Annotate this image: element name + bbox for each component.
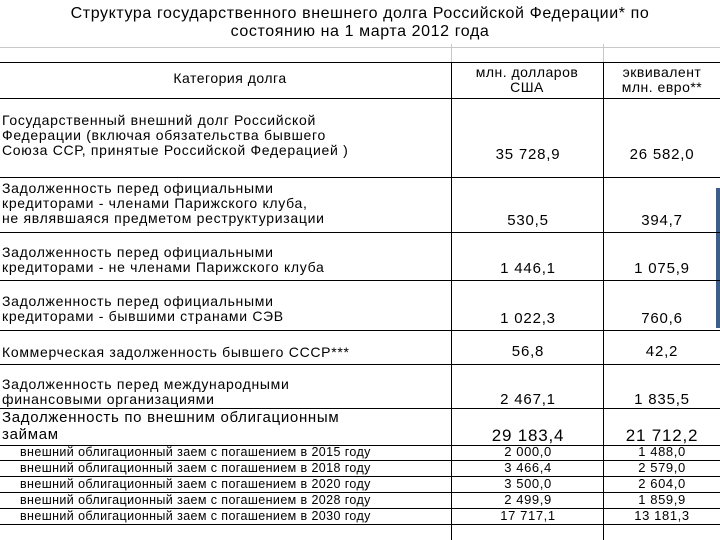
table-row-commercial: [2, 345, 452, 360]
row-label-line: кредиторами - не членами Парижского клуба: [2, 259, 325, 275]
grid-line: [603, 44, 604, 62]
row-value-usd: 530,5: [507, 212, 549, 229]
row-label-line: Задолженность перед официальными: [2, 244, 274, 260]
row-label-line: не являвшаяся предметом реструктуризации: [2, 210, 325, 226]
bond-row-label: внешний облигационный заем с погашением в 2015 году: [20, 445, 371, 459]
row-divider: [0, 177, 720, 178]
table-row-comecon: [2, 294, 452, 324]
row-value-eur: 26 582,0: [629, 146, 695, 163]
bond-value-eur: 2 579,0: [638, 460, 686, 475]
bond-row-label: внешний облигационный заем с погашением в 2030 году: [20, 509, 371, 523]
row-label-line: Задолженность по внешним облигационным: [2, 409, 340, 426]
row-value-eur: 394,7: [641, 212, 683, 229]
row-value-eur: 1 075,9: [634, 260, 690, 277]
header-usd-line-1: млн. долларов: [475, 64, 579, 80]
header-eur-line-2: млн. евро**: [621, 79, 703, 95]
table-title: [0, 5, 720, 41]
header-usd: [456, 65, 598, 95]
row-value-usd: 2 467,1: [500, 391, 556, 408]
row-divider: [0, 232, 720, 233]
header-eur-line-1: эквивалент: [622, 64, 702, 80]
row-value-usd: 1 446,1: [500, 260, 556, 277]
table-title-line-1: Структура государственного внешнего долга Российской Федерации* по: [70, 5, 650, 22]
row-label-line: кредиторами - членами Парижского клуба,: [2, 195, 308, 211]
bond-value-usd: 3 466,4: [504, 460, 552, 475]
row-label-line: займам: [2, 426, 59, 443]
table-row-bonds-total: [2, 409, 452, 443]
table-row-total: [2, 113, 452, 158]
table-title-line-2: состоянию на 1 марта 2012 года: [230, 23, 490, 40]
table-row-international-orgs: [2, 377, 452, 407]
bond-value-usd: 17 717,1: [500, 508, 556, 523]
table-top-border: [0, 62, 720, 63]
row-label-line: Задолженность перед международными: [2, 376, 290, 392]
row-divider: [0, 280, 720, 281]
row-label-line: финансовыми организациями: [2, 391, 215, 407]
row-value-eur: 21 712,2: [625, 426, 699, 445]
row-value-usd: 1 022,3: [500, 310, 556, 327]
bond-value-eur: 2 604,0: [638, 476, 686, 491]
row-divider: [0, 330, 720, 331]
row-label-line: Государственный внешний долг Российской: [2, 112, 317, 128]
row-value-eur: 760,6: [641, 310, 683, 327]
bond-row-label: внешний облигационный заем с погашением в 2018 году: [20, 461, 371, 475]
row-divider: [0, 524, 720, 525]
row-label-line: кредиторами - бывшими странами СЭВ: [2, 308, 284, 324]
bond-row-label: внешний облигационный заем с погашением в 2028 году: [20, 493, 371, 507]
bond-value-eur: 1 859,9: [638, 492, 686, 507]
bond-value-usd: 3 500,0: [504, 476, 552, 491]
bond-value-eur: 13 181,3: [634, 508, 690, 523]
grid-line: [451, 44, 452, 62]
table-row-non-paris-club: [2, 245, 452, 275]
row-label-line: Федерации (включая обязательства бывшего: [2, 127, 326, 143]
scroll-accent-bar: [716, 188, 720, 328]
bond-value-usd: 2 499,9: [504, 492, 552, 507]
header-eur: [606, 65, 718, 95]
row-divider: [0, 364, 720, 365]
row-value-usd: 56,8: [511, 343, 545, 360]
row-label-line: Коммерческая задолженность бывшего СССР***: [2, 344, 350, 360]
table-row-paris-club-members: [2, 181, 452, 226]
bond-value-usd: 2 000,0: [504, 444, 552, 459]
row-value-usd: 35 728,9: [495, 146, 561, 163]
header-bottom-border: [0, 98, 720, 99]
row-label-line: Задолженность перед официальными: [2, 293, 274, 309]
bond-row-label: внешний облигационный заем с погашением в 2020 году: [20, 477, 371, 491]
row-label-line: Союза ССР, принятые Российской Федерацией ): [2, 142, 349, 158]
header-usd-line-2: США: [510, 79, 544, 95]
bond-value-eur: 1 488,0: [638, 444, 686, 459]
row-value-usd: 29 183,4: [491, 426, 565, 445]
row-value-eur: 1 835,5: [634, 391, 690, 408]
grid-line: [0, 47, 720, 48]
row-label-line: Задолженность перед официальными: [2, 180, 274, 196]
column-divider: [603, 62, 604, 540]
header-category: Категория долга: [173, 70, 287, 86]
row-value-eur: 42,2: [645, 343, 679, 360]
